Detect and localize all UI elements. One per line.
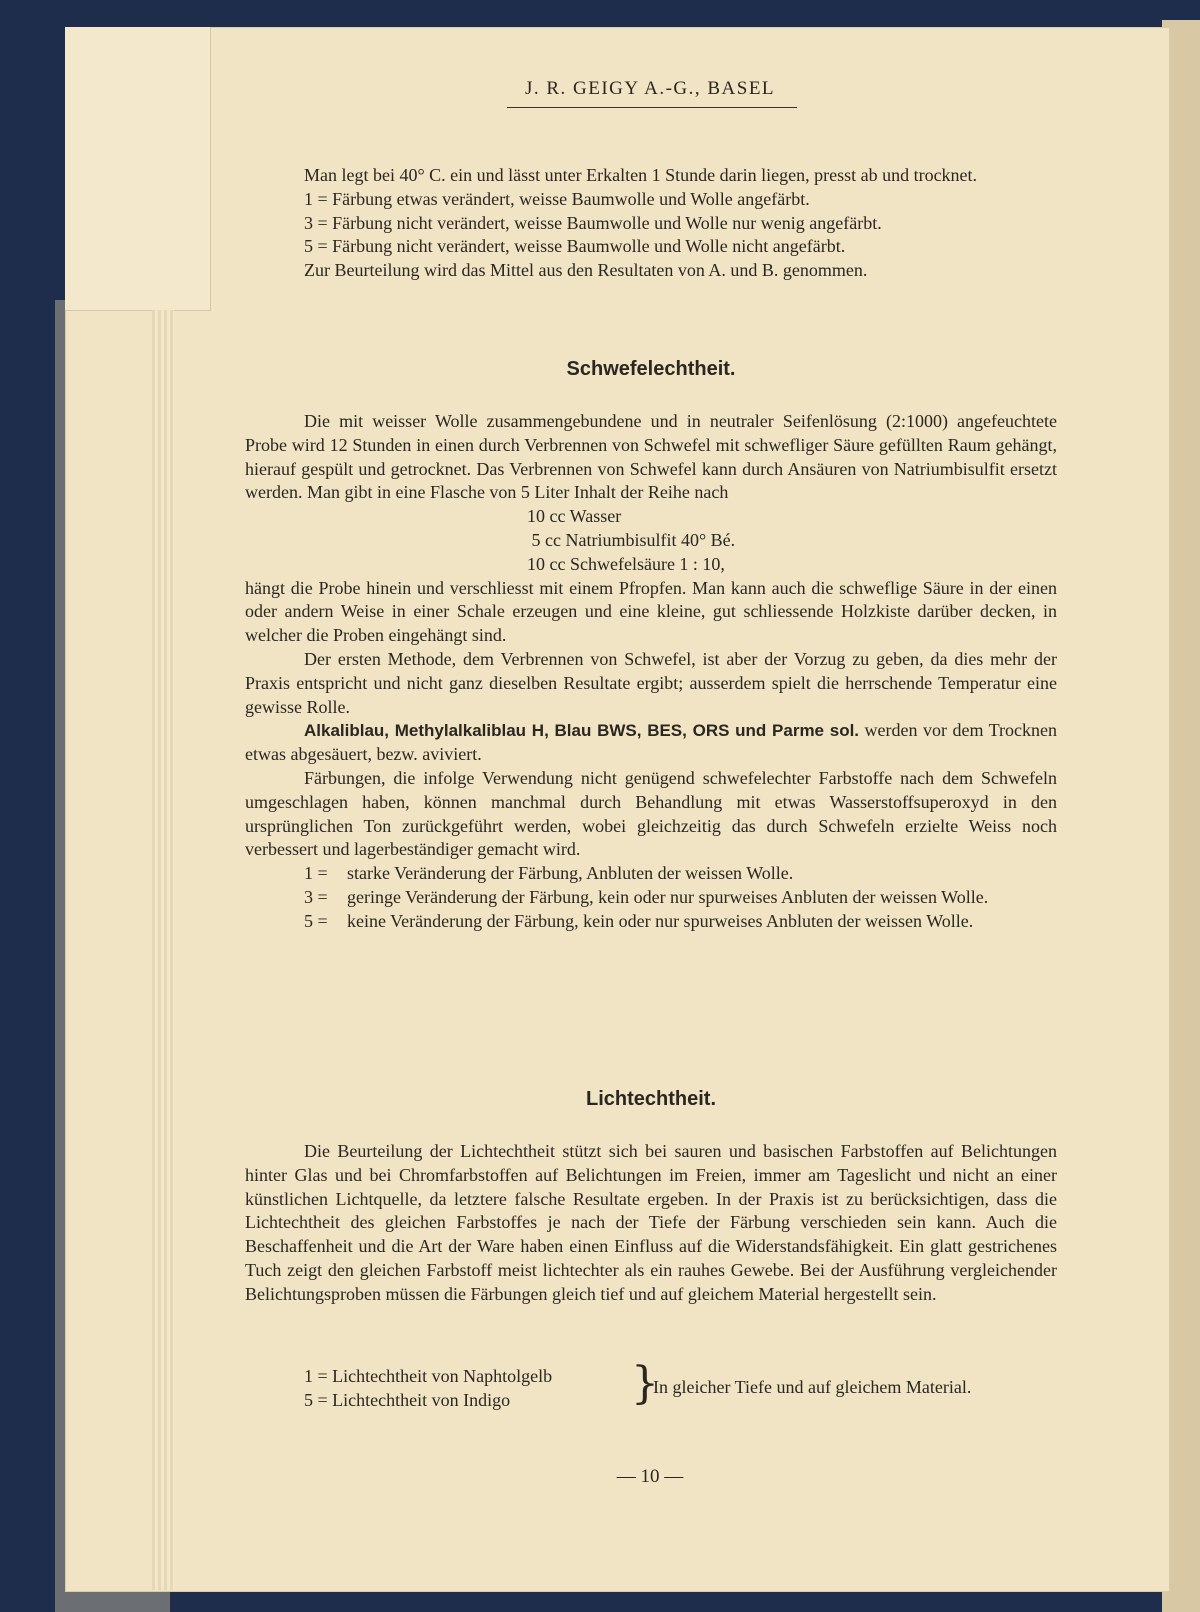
list-number: 5 = (304, 236, 328, 257)
list-item (245, 212, 1057, 236)
brace-icon: } (631, 1358, 659, 1409)
light-scale (245, 1358, 1057, 1414)
list-text: Färbung etwas verändert, weisse Baumwolle und Wolle angefärbt. (332, 188, 810, 209)
section-title-schwefel: Schwefelechtheit. (566, 358, 736, 380)
section-title-licht: Lichtechtheit. (585, 1088, 716, 1110)
list-number: 5 = (304, 1390, 328, 1410)
page-tab (65, 27, 211, 311)
list-text: Lichtechtheit von Naphtolgelb (332, 1366, 553, 1386)
scale-item (304, 1364, 552, 1388)
dye-names: Alkaliblau, Methylalkaliblau H, Blau BWS, BES, ORS und Parme sol. (304, 721, 860, 741)
list-number: 3 = (304, 886, 328, 907)
list-text: starke Veränderung der Färbung, Anbluten der weissen Wolle. (347, 863, 794, 884)
scale-note: In gleicher Tiefe und auf gleichem Material. (653, 1377, 972, 1397)
list-item (245, 886, 1057, 910)
recipe-line: 5 cc Natriumbisulfit 40° Bé. (527, 529, 736, 550)
list-text: geringe Veränderung der Färbung, kein oder nur spurweises Anbluten der weissen Wolle. (347, 886, 989, 907)
intro-paragraph: Man legt bei 40° C. ein und lässt unter Erkalten 1 Stunde darin liegen, presst ab und trocknet. (304, 165, 978, 185)
list-text: keine Veränderung der Färbung, kein oder nur spurweises Anbluten der weissen Wolle. (347, 910, 974, 931)
schwefel-paragraph-5: Färbungen, die infolge Verwendung nicht genügend schwefelechter Farbstoffe nach dem Schwefeln umgeschlagen haben, können manchmal durch Behandlung mit etwas Wasserstoffsuperoxyd in den ursprünglichen Ton zurückgeführt werden, wobei gleichzeitig das durch Schwefeln erzielte Weiss noch verbessert und lagerbeständiger gemacht wird. (245, 767, 1057, 860)
list-number: 1 = (304, 188, 328, 209)
intro-block (245, 164, 1057, 283)
list-item (245, 862, 1057, 886)
list-number: 3 = (304, 212, 328, 233)
scale-item (304, 1388, 510, 1412)
recipe-line: 10 cc Wasser (527, 506, 622, 527)
header-rule (507, 107, 797, 108)
list-number: 5 = (304, 910, 328, 931)
schwefel-paragraph-4 (245, 719, 1057, 767)
schwefel-paragraph-3: Der ersten Methode, dem Verbrennen von Schwefel, ist aber der Vorzug zu geben, da dies mehr der Praxis entspricht und nicht ganz dieselben Resultate ergibt; ausserdem spielt die herrschende Temperatur eine gewisse Rolle. (245, 648, 1057, 717)
schwefel-paragraph-1: Die mit weisser Wolle zusammengebundene und in neutraler Seifenlösung (2:1000) angefeuchtete Probe wird 12 Stunden in einen durch Verbrennen von Schwefel mit schwefliger Säure gefüllten Raum gehängt, hierauf gespült und getrocknet. Das Verbrennen von Schwefel kann durch Ansäuren von Natriumbisulfit ersetzt werden. Man gibt in eine Flasche von 5 Liter Inhalt der Reihe nach (245, 411, 1057, 503)
page-number: — 10 — (616, 1466, 684, 1487)
licht-paragraph-1: Die Beurteilung der Lichtechtheit stützt sich bei sauren und basischen Farbstoffen auf Belichtungen hinter Glas und bei Chromfarbstoffen auf Belichtungen im Freien, immer am Tageslicht und nicht an einer künstlichen Lichtquelle, da letztere falsche Resultate ergeben. In der Praxis ist zu berücksichtigen, dass die Lichtechtheit des gleichen Farbstoffes je nach der Tiefe der Färbung verschieden sein kann. Auch die Beschaffenheit und die Art der Ware haben einen Einfluss auf die Widerstandsfähigkeit. Ein glatt gestrichenes Tuch zeigt den gleichen Farbstoff meist lichtechter als ein rauhes Gewebe. Bei der Ausführung vergleichender Belichtungsproben müssen die Färbungen gleich tief und auf gleichem Material hergestellt sein. (245, 1141, 1057, 1304)
list-text: Lichtechtheit von Indigo (332, 1390, 511, 1410)
list-item (245, 188, 1057, 212)
page-edge-lines (152, 310, 174, 1590)
list-item (245, 235, 1057, 259)
dye-note: werden vor dem Trocknen etwas abgesäuert, bezw. aviviert. (245, 720, 1058, 765)
list-number: 1 = (304, 1366, 328, 1386)
licht-block (245, 1140, 1057, 1307)
list-number: 1 = (304, 863, 328, 884)
list-item (245, 910, 1057, 934)
schwefel-paragraph-2: hängt die Probe hinein und verschliesst mit einem Pfropfen. Man kann auch die schweflige Säure in der einen oder andern Weise in einer Schale erzeugen und eine kleine, gut schliessende Holzkiste darüber decken, in welcher die Proben eingehängt sind. (245, 577, 1057, 646)
running-header: J. R. GEIGY A.-G., BASEL (524, 78, 776, 99)
list-text: Färbung nicht verändert, weisse Baumwolle und Wolle nicht angefärbt. (332, 236, 846, 257)
recipe-line: 10 cc Schwefelsäure 1 : 10, (527, 553, 725, 574)
intro-closing: Zur Beurteilung wird das Mittel aus den Resultaten von A. und B. genommen. (304, 260, 868, 281)
list-text: Färbung nicht verändert, weisse Baumwolle und Wolle nur wenig angefärbt. (332, 212, 882, 233)
schwefel-block (245, 410, 1057, 934)
